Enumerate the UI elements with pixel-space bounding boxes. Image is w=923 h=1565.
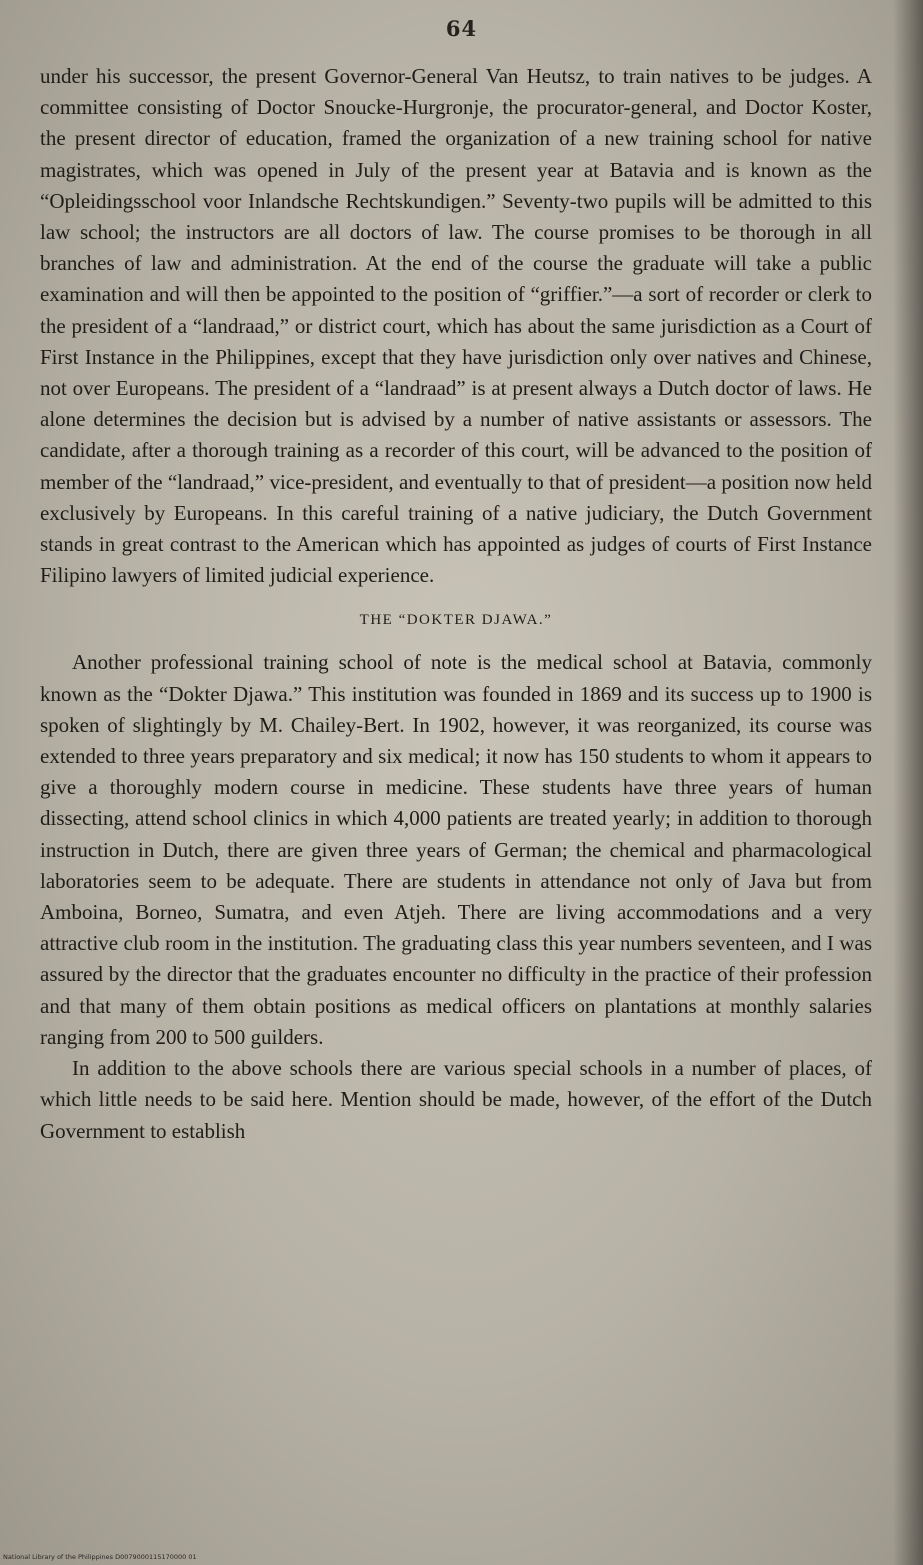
paragraph-special-schools: In addition to the above schools there are various special schools in a number of places, of which little needs to be said here. Mention should be made, however, of the effort of the Dutch Government to establish (40, 1056, 872, 1143)
page-body (40, 61, 872, 1147)
paragraph-medical-school: Another professional training school of note is the medical school at Batavia, commonly known as the “Dokter Djawa.” This institution was founded in 1869 and its success up to 1900 is spoken of slightingly by M. Chailey-Bert. In 1902, however, it was reorganized, its course was extended to three years preparatory and six medical; it now has 150 students to whom it appears to give a thoroughly modern course in medicine. These students have three years of human dissecting, attend school clinics in which 4,000 patients are treated yearly; in addition to thorough instruction in Dutch, there are given three years of German; the chemical and pharmacological laboratories seem to be adequate. There are students in attendance not only of Java but from Amboina, Borneo, Sumatra, and even Atjeh. There are living accommodations and a very attractive club room in the institution. The graduating class this year numbers seventeen, and I was assured by the director that the graduates encounter no difficulty in the practice of their profession and that many of them obtain positions as medical officers on plantations at monthly salaries ranging from 200 to 500 guilders. (40, 650, 872, 1049)
page-number: 64 (445, 16, 478, 41)
section-heading: THE “DOKTER DJAWA.” (359, 612, 553, 629)
scan-credit-footer: National Library of the Philippines D0079000115170000 01 (3, 1553, 197, 1561)
paragraph-law-school: under his successor, the present Governor-General Van Heutsz, to train natives to be judges. A committee consisting of Doctor Snoucke-Hurgronje, the procurator-general, and Doctor Koster, the present director of education, framed the organization of a new training school for native magistrates, which was opened in July of the present year at Batavia and is known as the “Opleidingsschool voor Inlandsche Rechtskundigen.” Seventy-two pupils will be admitted to this law school; the instructors are all doctors of law. The course promises to be thorough in all branches of law and administration. At the end of the course the graduate will take a public examination and will then be appointed to the position of “griffier.”—a sort of recorder or clerk to the president of a “landraad,” or district court, which has about the same jurisdiction as a Court of First Instance in the Philippines, except that they have jurisdiction only over natives and Chinese, not over Europeans. The president of a “landraad” is at present always a Dutch doctor of laws. He alone determines the decision but is advised by a number of native assistants or assessors. The candidate, after a thorough training as a recorder of this court, will be advanced to the position of member of the “landraad,” vice-president, and eventually to that of president—a position now held exclusively by Europeans. In this careful training of a native judiciary, the Dutch Government stands in great contrast to the American which has appointed as judges of courts of First Instance Filipino lawyers of limited judicial experience. (40, 64, 872, 588)
